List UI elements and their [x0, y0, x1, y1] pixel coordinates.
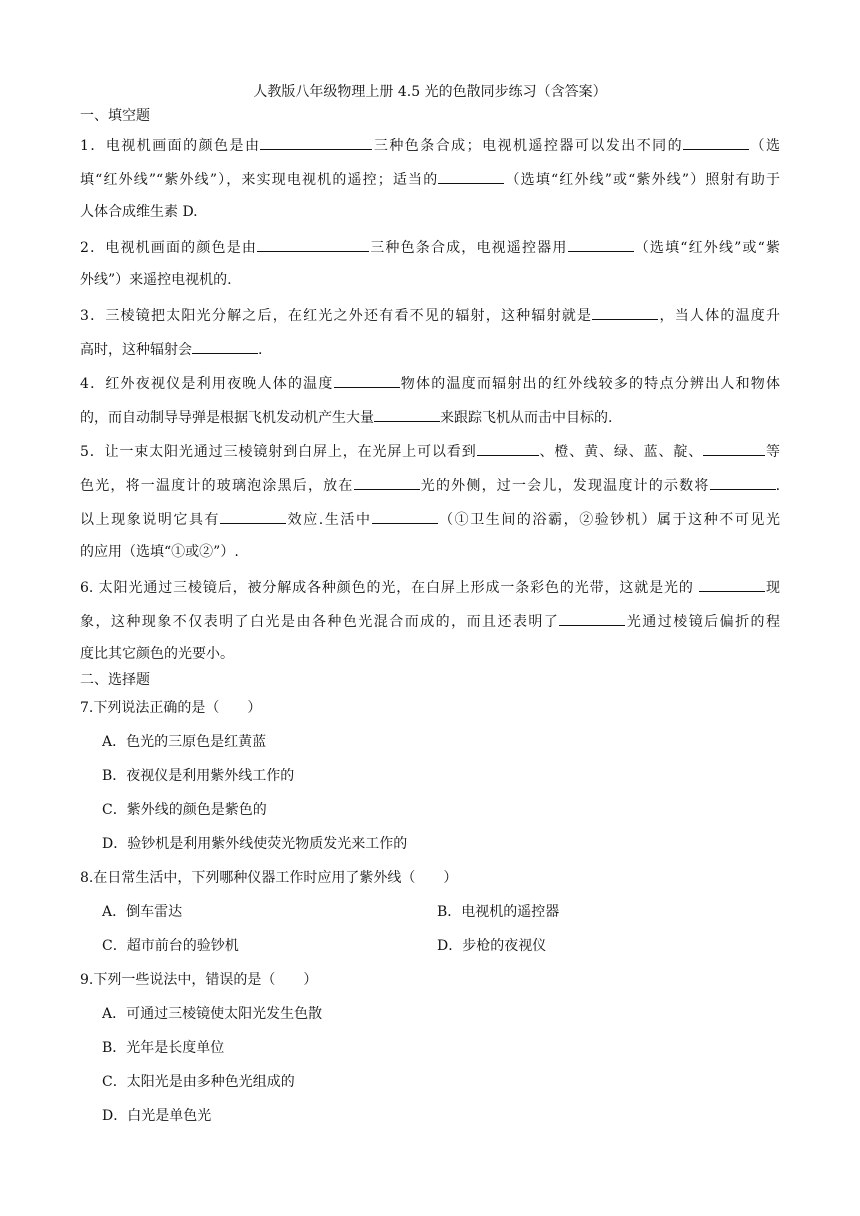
- answer-blank[interactable]: [703, 440, 765, 456]
- answer-blank[interactable]: [699, 576, 765, 592]
- question-1-line-2: [80, 168, 780, 190]
- q5-text: 光的外侧，过一会儿，发现温度计的示数将: [419, 478, 710, 494]
- q5-text: .: [775, 478, 781, 494]
- answer-blank[interactable]: [374, 406, 440, 422]
- answer-blank[interactable]: [438, 168, 504, 184]
- q2-text: 三种色条合成，电视遥控器用: [369, 240, 568, 256]
- q6-text: 现: [765, 580, 781, 596]
- question-5-line-4: 的应用（选填“①或②”）.: [80, 544, 239, 560]
- answer-blank[interactable]: [220, 508, 286, 524]
- question-4-line-2: [80, 406, 780, 428]
- q8-option-a[interactable]: A．倒车雷达: [102, 904, 183, 920]
- question-5-line-2: [80, 474, 780, 496]
- page-title: 人教版八年级物理上册 4.5 光的色散同步练习（含答案）: [253, 84, 607, 100]
- q1-text: 填“红外线”“紫外线”），来实现电视机的遥控；适当的: [80, 172, 439, 188]
- q9-option-a[interactable]: A．可通过三棱镜使太阳光发生色散: [102, 1006, 323, 1022]
- section-heading-choice: 二、选择题: [80, 672, 150, 688]
- question-1-line-3: 人体合成维生素 D.: [80, 204, 198, 220]
- q6-text: 6. 太阳光通过三棱镜后，被分解成各种颜色的光，在白屏上形成一条彩色的光带，这就是光的: [80, 580, 700, 596]
- answer-blank[interactable]: [257, 236, 369, 252]
- answer-blank[interactable]: [559, 610, 625, 626]
- question-6-line-1: [80, 576, 780, 598]
- question-5-line-3: [80, 508, 780, 530]
- answer-blank[interactable]: [683, 134, 749, 150]
- q6-text: 光通过棱镜后偏折的程: [625, 614, 781, 630]
- question-3-line-2: [80, 338, 780, 360]
- q2-text: （选填“红外线”或“紫: [633, 240, 780, 256]
- question-2-line-1: [80, 236, 780, 258]
- q5-text: 色光，将一温度计的玻璃泡涂黑后，放在: [80, 478, 354, 494]
- answer-blank[interactable]: [334, 372, 400, 388]
- q4-text: 来跟踪飞机从而击中目标的.: [440, 410, 613, 426]
- q9-option-d[interactable]: D．白光是单色光: [102, 1108, 212, 1124]
- question-1-line-1: [80, 134, 780, 156]
- q5-text: 、橙、黄、绿、蓝、靛、: [538, 444, 704, 460]
- question-7-stem: 7.下列说法正确的是（ ）: [80, 700, 262, 716]
- q9-option-b[interactable]: B．光年是长度单位: [102, 1040, 225, 1056]
- q8-option-b[interactable]: B．电视机的遥控器: [437, 904, 560, 920]
- q3-text: .: [258, 342, 263, 358]
- q3-text: ，当人体的温度升: [658, 308, 781, 324]
- question-6-line-3: 度比其它颜色的光要小。: [80, 646, 234, 662]
- answer-blank[interactable]: [192, 338, 258, 354]
- q4-text: 4．红外夜视仪是利用夜晚人体的温度: [80, 376, 334, 392]
- q4-text: 物体的温度而辐射出的红外线较多的特点分辨出人和物体: [399, 376, 781, 392]
- answer-blank[interactable]: [260, 134, 372, 150]
- q7-option-a[interactable]: A．色光的三原色是红黄蓝: [102, 734, 267, 750]
- q5-text: 5．让一束太阳光通过三棱镜射到白屏上，在光屏上可以看到: [80, 444, 477, 460]
- q9-option-c[interactable]: C．太阳光是由多种色光组成的: [102, 1074, 295, 1090]
- q3-text: 高时，这种辐射会: [80, 342, 192, 358]
- q5-text: （①卫生间的浴霸，②验钞机）属于这种不可见光: [437, 512, 781, 528]
- q8-option-c[interactable]: C．超市前台的验钞机: [102, 938, 239, 954]
- q2-text: 2．电视机画面的颜色是由: [80, 240, 258, 256]
- q6-text: 象，这种现象不仅表明了白光是由各种色光混合而成的，而且还表明了: [80, 614, 560, 630]
- section-heading-fill: 一、填空题: [80, 108, 150, 124]
- q1-text: 三种色条合成；电视机遥控器可以发出不同的: [372, 138, 684, 154]
- answer-blank[interactable]: [710, 474, 776, 490]
- q1-text: （选填“红外线”或“紫外线”）照射有助于: [504, 172, 780, 188]
- question-2-line-2: 外线”）来遥控电视机的.: [80, 272, 232, 288]
- q7-option-b[interactable]: B．夜视仪是利用紫外线工作的: [102, 768, 295, 784]
- question-3-line-1: [80, 304, 780, 326]
- q7-option-c[interactable]: C．紫外线的颜色是紫色的: [102, 802, 267, 818]
- question-8-stem: 8.在日常生活中，下列哪种仪器工作时应用了紫外线（ ）: [80, 870, 458, 886]
- question-5-line-1: [80, 440, 780, 462]
- question-4-line-1: [80, 372, 780, 394]
- q4-text: 的，而自动制导导弹是根据飞机发动机产生大量: [80, 410, 374, 426]
- answer-blank[interactable]: [592, 304, 658, 320]
- q5-text: 效应.生活中: [286, 512, 372, 528]
- question-9-stem: 9.下列一些说法中，错误的是（ ）: [80, 972, 318, 988]
- q3-text: 3．三棱镜把太阳光分解之后，在红光之外还有看不见的辐射，这种辐射就是: [80, 308, 593, 324]
- q7-option-d[interactable]: D．验钞机是利用紫外线使荧光物质发光来工作的: [102, 836, 408, 852]
- answer-blank[interactable]: [477, 440, 539, 456]
- answer-blank[interactable]: [354, 474, 420, 490]
- answer-blank[interactable]: [568, 236, 634, 252]
- q5-text: 以上现象说明它具有: [80, 512, 221, 528]
- q8-option-d[interactable]: D．步枪的夜视仪: [437, 938, 547, 954]
- question-6-line-2: [80, 610, 780, 632]
- q1-text: 1．电视机画面的颜色是由: [80, 138, 261, 154]
- q5-text: 等: [765, 444, 781, 460]
- q1-text: （选: [749, 138, 780, 154]
- answer-blank[interactable]: [372, 508, 438, 524]
